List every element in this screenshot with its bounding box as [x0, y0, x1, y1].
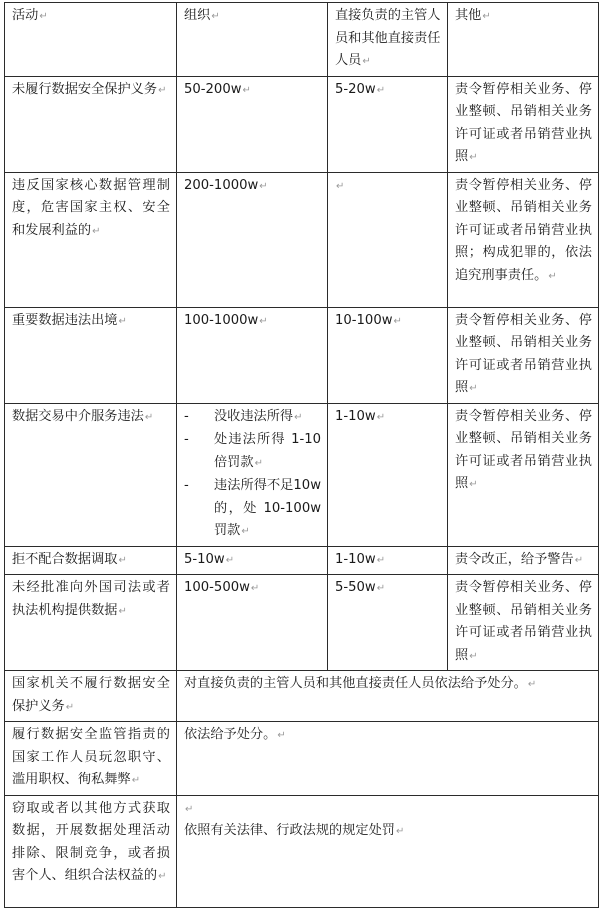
other-penalty: 责令暂停相关业务、停业整顿、吊销相关业务许可证或者吊销营业执照: [455, 81, 592, 164]
activity-text: 履行数据安全监管指责的国家工作人员玩忽职守、滥用职权、徇私舞弊: [12, 727, 170, 787]
activity-text: 未履行数据安全保护义务: [12, 81, 158, 97]
paragraph-mark: ↵: [131, 775, 141, 786]
list-item: [184, 429, 321, 475]
person-fine: 10-100w: [335, 312, 393, 328]
activity-text: 窃取或者以其他方式获取数据，开展数据处理活动排除、限制竞争，或者损害个人、组织合法权益的: [12, 800, 170, 883]
activity-text: 违反国家核心数据管理制度，危害国家主权、安全和发展利益的: [12, 177, 170, 238]
paragraph-mark: ↵: [548, 270, 557, 282]
paragraph-mark: ↵: [211, 11, 220, 22]
activity-cell: [5, 546, 177, 575]
list-item-text: 没收违法所得↵: [214, 408, 303, 424]
person-fine: 1-10w: [335, 551, 376, 567]
table-row: [5, 172, 599, 307]
paragraph-mark: ↵: [482, 11, 491, 22]
table-row: [5, 575, 599, 671]
other-cell: [448, 76, 599, 172]
activity-text: 重要数据违法出境: [12, 312, 118, 328]
person-cell: [328, 546, 448, 575]
org-cell: [177, 575, 328, 671]
other-penalty: 责令改正，给予警告: [455, 551, 574, 567]
table-row: [5, 307, 599, 403]
org-cell: [177, 172, 328, 307]
paragraph-mark: ↵: [527, 679, 537, 690]
paragraph-mark: ↵: [393, 315, 402, 327]
paragraph-mark: ↵: [469, 650, 478, 662]
paragraph-mark: ↵: [469, 383, 478, 394]
header-other: 其他: [455, 8, 482, 23]
org-fine: 100-1000w: [184, 312, 259, 328]
org-fine: 5-10w: [184, 551, 225, 567]
other-penalty: 责令暂停相关业务、停业整顿、吊销相关业务许可证或者吊销营业执照；构成犯罪的，依法追究刑事责任。: [455, 177, 592, 283]
activity-text: 拒不配合数据调取: [12, 551, 118, 567]
paragraph-mark: ↵: [242, 84, 251, 96]
table-row: [5, 76, 599, 172]
paragraph-mark: ↵: [118, 554, 127, 566]
other-cell: [448, 307, 599, 403]
other-cell: [448, 172, 599, 307]
activity-cell: [5, 172, 177, 307]
penalty-span-cell: [177, 671, 599, 722]
table-row: [5, 546, 599, 575]
org-fine: 100-500w: [184, 580, 250, 595]
penalty-span-cell: [177, 722, 599, 796]
header-activity: 活动: [12, 8, 39, 23]
activity-cell: [5, 403, 177, 546]
list-item-text: 违法所得不足10w 的，处 10-100w 罚款↵: [214, 478, 321, 538]
table-row: [5, 403, 599, 546]
penalty-paragraph: [184, 820, 592, 844]
activity-cell: [5, 671, 177, 722]
paragraph-mark: ↵: [92, 225, 101, 237]
activity-text: 数据交易中介服务违法: [12, 408, 144, 424]
bullet-dash: -: [184, 432, 189, 447]
other-penalty: 责令暂停相关业务、停业整顿、吊销相关业务许可证或者吊销营业执照: [455, 312, 592, 395]
header-person-cell: [328, 3, 448, 77]
header-org-cell: [177, 3, 328, 77]
table-row: [5, 722, 599, 796]
paragraph-mark: ↵: [396, 825, 405, 837]
paragraph-mark: ↵: [362, 56, 371, 67]
paragraph-mark: ↵: [259, 180, 268, 192]
paragraph-mark: ↵: [277, 730, 286, 741]
list-item: [184, 475, 321, 544]
paragraph-mark: ↵: [376, 554, 386, 566]
activity-cell: [5, 76, 177, 172]
org-fine: 50-200w: [184, 81, 242, 97]
paragraph-mark: ↵: [118, 605, 127, 617]
paragraph-mark: ↵: [254, 457, 263, 469]
list-item: [184, 406, 321, 430]
other-cell: [448, 546, 599, 575]
paragraph-mark: ↵: [158, 871, 167, 882]
activity-cell: [5, 575, 177, 671]
paragraph-mark: ↵: [336, 180, 345, 192]
person-fine: 1-10w: [335, 408, 376, 424]
person-cell: [328, 76, 448, 172]
paragraph-mark: ↵: [225, 554, 235, 566]
penalty-table: [4, 2, 599, 908]
person-cell: [328, 403, 448, 546]
list-item-text: 处违法所得 1-10 倍罚款↵: [214, 432, 321, 470]
table-row: [5, 671, 599, 722]
paragraph-mark: ↵: [144, 411, 154, 423]
org-fine: 200-1000w: [184, 177, 259, 193]
activity-cell: [5, 307, 177, 403]
paragraph-mark: ↵: [376, 84, 386, 96]
paragraph-mark: ↵: [118, 315, 127, 327]
person-fine: 5-50w: [335, 580, 376, 595]
other-penalty: 责令暂停相关业务、停业整顿、吊销相关业务许可证或者吊销营业执照: [455, 580, 592, 663]
paragraph-mark: ↵: [574, 554, 584, 566]
paragraph-mark: ↵: [259, 315, 268, 327]
org-cell: [177, 403, 328, 546]
header-activity-cell: [5, 3, 177, 77]
other-cell: [448, 575, 599, 671]
paragraph-mark: ↵: [65, 701, 75, 713]
person-fine: 5-20w: [335, 81, 376, 97]
paragraph-mark: ↵: [158, 84, 167, 96]
bullet-dash: -: [184, 408, 189, 424]
empty-paragraph: [184, 798, 592, 820]
paragraph-mark: ↵: [294, 411, 303, 423]
person-cell: [328, 172, 448, 307]
header-person: 直接负责的主管人员和其他直接责任人员: [335, 8, 441, 68]
person-cell: [328, 307, 448, 403]
org-cell: [177, 76, 328, 172]
activity-cell: [5, 795, 177, 907]
paragraph-mark: ↵: [376, 411, 386, 423]
penalty-text: 依照有关法律、行政法规的规定处罚: [184, 822, 395, 838]
paragraph-mark: ↵: [469, 152, 478, 163]
org-cell: [177, 546, 328, 575]
org-cell: [177, 307, 328, 403]
header-org: 组织: [184, 8, 211, 23]
penalty-span-cell: [177, 795, 599, 907]
bullet-dash: -: [184, 478, 189, 493]
paragraph-mark: ↵: [250, 583, 260, 594]
person-cell: [328, 575, 448, 671]
paragraph-mark: ↵: [376, 583, 386, 594]
penalty-text: 依法给予处分。: [184, 727, 277, 742]
paragraph-mark: ↵: [241, 526, 250, 537]
other-cell: [448, 403, 599, 546]
activity-text: 未经批准向外国司法或者执法机构提供数据: [12, 580, 170, 618]
activity-cell: [5, 722, 177, 796]
paragraph-mark: ↵: [469, 479, 478, 490]
table-row: [5, 795, 599, 907]
table-header-row: [5, 3, 599, 77]
paragraph-mark: ↵: [39, 11, 48, 22]
penalty-text: 对直接负责的主管人员和其他直接责任人员依法给予处分。: [184, 676, 527, 691]
paragraph-mark: ↵: [185, 803, 194, 815]
header-other-cell: [448, 3, 599, 77]
other-penalty: 责令暂停相关业务、停业整顿、吊销相关业务许可证或者吊销营业执照: [455, 408, 592, 491]
activity-text: 国家机关不履行数据安全保护义务: [12, 676, 170, 714]
